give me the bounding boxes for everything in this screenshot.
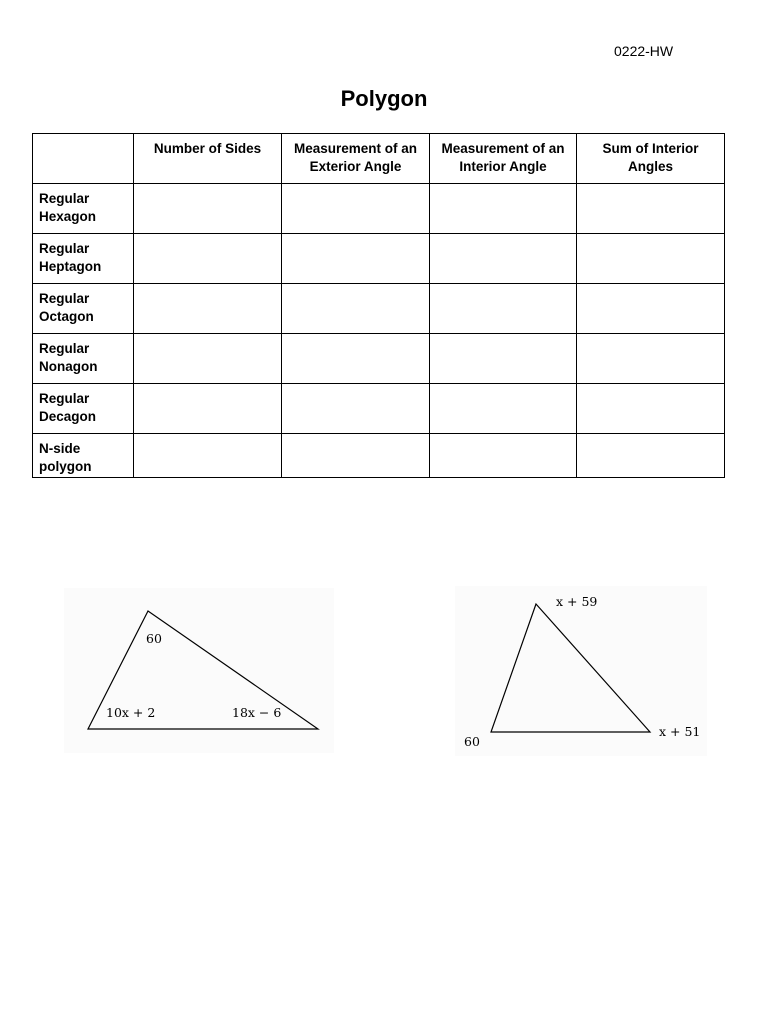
table-row (33, 284, 725, 334)
answer-cell[interactable] (430, 384, 577, 434)
table-row (33, 334, 725, 384)
angle-label-right: 18x − 6 (232, 705, 282, 720)
table-row (33, 384, 725, 434)
header-number-of-sides: Number of Sides (134, 134, 282, 184)
document-code: 0222-HW (614, 43, 674, 59)
table-row (33, 184, 725, 234)
answer-cell[interactable] (577, 334, 725, 384)
header-interior-angle: Measurement of an Interior Angle (430, 134, 577, 184)
answer-cell[interactable] (134, 434, 282, 478)
answer-cell[interactable] (430, 334, 577, 384)
angle-label-left: 60 (464, 734, 480, 749)
row-label: Regular Heptagon (33, 234, 134, 284)
answer-cell[interactable] (430, 234, 577, 284)
header-blank (33, 134, 134, 184)
answer-cell[interactable] (577, 384, 725, 434)
header-exterior-angle: Measurement of an Exterior Angle (282, 134, 430, 184)
answer-cell[interactable] (430, 434, 577, 478)
row-label: Regular Nonagon (33, 334, 134, 384)
answer-cell[interactable] (282, 284, 430, 334)
answer-cell[interactable] (430, 284, 577, 334)
header-sum-interior-angles: Sum of Interior Angles (577, 134, 725, 184)
answer-cell[interactable] (134, 334, 282, 384)
answer-cell[interactable] (577, 284, 725, 334)
answer-cell[interactable] (134, 384, 282, 434)
answer-cell[interactable] (134, 284, 282, 334)
answer-cell[interactable] (577, 434, 725, 478)
table-row (33, 234, 725, 284)
answer-cell[interactable] (134, 184, 282, 234)
answer-cell[interactable] (282, 434, 430, 478)
answer-cell[interactable] (577, 234, 725, 284)
angle-label-top: 60 (146, 631, 162, 646)
page-title: Polygon (340, 86, 428, 111)
answer-cell[interactable] (282, 334, 430, 384)
row-label: Regular Hexagon (33, 184, 134, 234)
answer-cell[interactable] (134, 234, 282, 284)
row-label: Regular Decagon (33, 384, 134, 434)
triangle-figure-1 (64, 588, 334, 753)
triangle-figure-2 (455, 586, 707, 756)
polygon-table (32, 133, 725, 478)
answer-cell[interactable] (577, 184, 725, 234)
answer-cell[interactable] (282, 184, 430, 234)
row-label: N-side polygon (33, 434, 134, 478)
table-row (33, 434, 725, 478)
row-label: Regular Octagon (33, 284, 134, 334)
angle-label-left: 10x + 2 (106, 705, 156, 720)
answer-cell[interactable] (430, 184, 577, 234)
angle-label-right: x + 51 (659, 724, 701, 739)
angle-label-top: x + 59 (556, 594, 598, 609)
answer-cell[interactable] (282, 234, 430, 284)
answer-cell[interactable] (282, 384, 430, 434)
figure-background (64, 588, 334, 753)
table-header-row (33, 134, 725, 184)
